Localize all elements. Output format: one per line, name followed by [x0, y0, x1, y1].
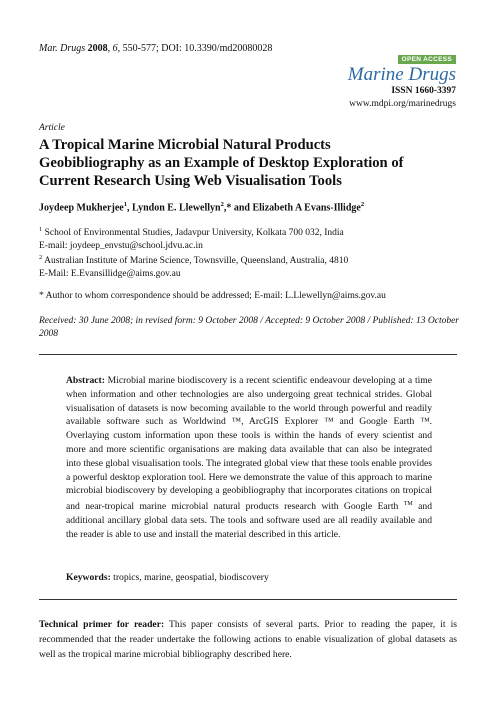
- author-list: [39, 201, 364, 213]
- affiliation-number: 1: [39, 226, 43, 233]
- author-name: , Lyndon E. Llewellyn: [126, 202, 221, 214]
- keywords: [66, 572, 269, 583]
- author-affiliation-mark: 2: [220, 201, 224, 208]
- author-name: and Elizabeth A Evans-Illidge: [231, 202, 361, 214]
- affiliation-email[interactable]: E-mail: joydeep_envstu@school.jdvu.ac.in: [39, 241, 203, 252]
- correspondence-note: * Author to whom correspondence should be addressed; E-mail: L.Llewellyn@aims.gov.au: [39, 291, 386, 301]
- technical-primer: [39, 617, 457, 662]
- affiliation-2: [39, 251, 348, 281]
- author-affiliation-mark: 1: [123, 201, 127, 208]
- abstract-text-continued: and additional ancillary global data sets. The tools and software used are all readily available and the reader is able to use and install the material described in this article.: [66, 501, 432, 540]
- open-access-badge: OPEN ACCESS: [398, 55, 456, 64]
- issn: ISSN 1660-3397: [391, 86, 456, 96]
- affiliation-1: [39, 223, 344, 253]
- affiliation-number: 2: [39, 254, 43, 261]
- trademark-sup: TM: [403, 501, 413, 508]
- primer-text: This paper consists of several parts. Prior to reading the paper, it is recommended that the reader undertake the following actions to enable visualization of global datasets as well as the tropical marine microbial bibliography described here.: [39, 619, 457, 660]
- citation-line: Mar. Drugs 2008, 6, 550-577; DOI: 10.3390/md20080028: [39, 43, 273, 54]
- abstract-text: Microbial marine biodiscovery is a recent scientific endeavour developing at a time when information and other technologies are also undergoing great technical strides. Global visualisation of datasets is now becoming available to the world through powerful and readily available software such as Worldwind ™, ArcGIS Explorer ™ and Google Earth ™. Overlaying custom information upon these tools is within the hands of every scientist and more and more scientific organisations are making data available that can also be integrated into these global visualisation tools. The integrated global view that these tools enable provides a powerful desktop exploration tool. Here we demonstrate the value of this approach to marine microbial biodiscovery by developing a geobibliography that incorporates citations on tropical and near-tropical marine microbial natural products research with Google Earth: [66, 375, 432, 513]
- journal-name: Marine Drugs: [347, 64, 456, 85]
- keywords-text: tropics, marine, geospatial, biodiscovery: [110, 572, 269, 583]
- abstract-label: Abstract:: [66, 375, 105, 386]
- divider: [39, 354, 457, 355]
- citation-rest: , 550-577; DOI: 10.3390/md20080028: [117, 43, 273, 54]
- citation-year: 2008: [87, 43, 108, 54]
- publication-dates: Received: 30 June 2008; in revised form: 9 October 2008 / Accepted: 9 October 2008 / Published: 13 October 2008: [39, 316, 459, 339]
- article-title: A Tropical Marine Microbial Natural Products Geobibliography as an Example of Desktop Exploration of Current Research Using Web Visualisation Tools: [39, 137, 404, 189]
- citation-journal: Mar. Drugs: [39, 43, 86, 54]
- keywords-label: Keywords:: [66, 572, 111, 583]
- journal-website-link[interactable]: www.mdpi.org/marinedrugs: [349, 99, 456, 109]
- corresponding-mark: ,*: [223, 202, 232, 214]
- article-type: Article: [39, 123, 65, 133]
- affiliation-address: Australian Institute of Marine Science, Townsville, Queensland, Australia, 4810: [42, 256, 349, 267]
- affiliation-email[interactable]: E-Mail: E.Evansillidge@aims.gov.au: [39, 269, 181, 280]
- abstract: [66, 374, 432, 542]
- divider: [39, 599, 457, 600]
- citation-volume: 6: [112, 43, 118, 54]
- author-name: Joydeep Mukherjee: [39, 202, 124, 214]
- primer-label: Technical primer for reader:: [39, 619, 165, 630]
- affiliation-address: School of Environmental Studies, Jadavpur University, Kolkata 700 032, India: [42, 228, 344, 239]
- author-affiliation-mark: 2: [360, 201, 365, 208]
